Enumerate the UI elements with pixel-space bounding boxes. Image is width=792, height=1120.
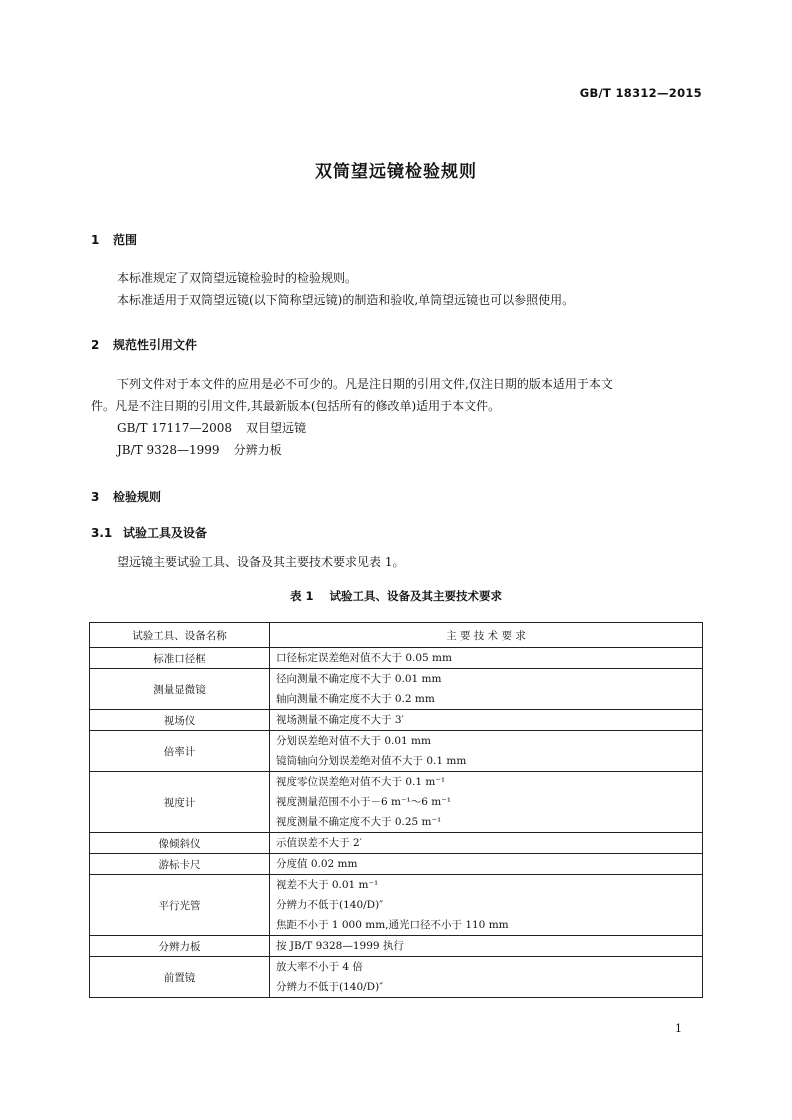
table-row (90, 936, 703, 957)
document-title: 双筒望远镜检验规则 (315, 162, 477, 182)
section-3-title: 检验规则 (113, 490, 162, 504)
table-row (90, 854, 703, 875)
table-body (90, 648, 703, 998)
table-row (90, 648, 703, 669)
section-3-1-number: 3.1 (91, 526, 113, 540)
table-row (90, 957, 703, 998)
requirement-line: 视场测量不确定度不大于 3′ (276, 714, 404, 726)
page-number: 1 (675, 1022, 682, 1035)
equipment-name: 标准口径框 (90, 648, 270, 669)
table-header-row (90, 623, 703, 648)
equipment-requirements (270, 731, 703, 772)
requirement-line: 口径标定误差绝对值不大于 0.05 mm (276, 652, 452, 664)
requirement-line: 分辨力不低于(140/D)″ (276, 981, 384, 993)
equipment-requirements (270, 772, 703, 833)
reference-2-name: 分辨力板 (233, 443, 282, 457)
table-row (90, 710, 703, 731)
table-header-requirements: 主 要 技 术 要 求 (270, 623, 703, 648)
requirement-line: 径向测量不确定度不大于 0.01 mm (276, 673, 442, 685)
section-3-1-title: 试验工具及设备 (123, 526, 208, 540)
requirement-line: 按 JB/T 9328—1999 执行 (276, 940, 404, 952)
section-3-1-heading (91, 524, 207, 541)
equipment-table (89, 622, 703, 998)
table-row (90, 669, 703, 710)
table-row (90, 772, 703, 833)
requirement-line: 轴向测量不确定度不大于 0.2 mm (276, 693, 435, 705)
table-row (90, 875, 703, 936)
section-3-1-paragraph: 望远镜主要试验工具、设备及其主要技术要求见表 1。 (117, 555, 405, 569)
requirement-line: 视度测量范围不小于－6 m⁻¹～6 m⁻¹ (276, 796, 451, 808)
equipment-requirements (270, 710, 703, 731)
section-1-number: 1 (91, 233, 100, 247)
standard-number: GB/T 18312—2015 (579, 86, 702, 100)
section-2-paragraph-line-2: 件。凡是不注日期的引用文件,其最新版本(包括所有的修改单)适用于本文件。 (91, 399, 501, 413)
equipment-name: 测量显微镜 (90, 669, 270, 710)
requirement-line: 分辨力不低于(140/D)″ (276, 899, 384, 911)
reference-1 (117, 418, 306, 439)
equipment-requirements (270, 833, 703, 854)
equipment-requirements (270, 648, 703, 669)
section-2-title: 规范性引用文件 (113, 338, 198, 352)
equipment-name: 前置镜 (90, 957, 270, 998)
requirement-line: 焦距不小于 1 000 mm,通光口径不小于 110 mm (276, 919, 509, 931)
section-1-title: 范围 (113, 233, 138, 247)
requirement-line: 分划误差绝对值不大于 0.01 mm (276, 735, 431, 747)
table-caption (0, 588, 792, 604)
requirement-line: 视差不大于 0.01 m⁻¹ (276, 879, 379, 891)
section-1-paragraph-2: 本标准适用于双筒望远镜(以下简称望远镜)的制造和验收,单筒望远镜也可以参照使用。 (117, 293, 575, 307)
equipment-requirements (270, 854, 703, 875)
section-3-heading (91, 488, 161, 505)
section-3-number: 3 (91, 490, 100, 504)
reference-1-name: 双目望远镜 (245, 421, 306, 435)
reference-1-code: GB/T 17117—2008 (117, 421, 232, 435)
requirement-line: 镜筒轴向分划误差绝对值不大于 0.1 mm (276, 755, 467, 767)
section-2-heading (91, 336, 197, 353)
equipment-requirements (270, 957, 703, 998)
equipment-name: 视场仪 (90, 710, 270, 731)
table-caption-text: 试验工具、设备及其主要技术要求 (329, 589, 502, 603)
table-row (90, 833, 703, 854)
equipment-name: 视度计 (90, 772, 270, 833)
requirement-line: 视度测量不确定度不大于 0.25 m⁻¹ (276, 816, 442, 828)
equipment-name: 像倾斜仪 (90, 833, 270, 854)
requirement-line: 放大率不小于 4 倍 (276, 961, 363, 973)
equipment-requirements (270, 669, 703, 710)
reference-2 (117, 440, 282, 461)
equipment-requirements (270, 936, 703, 957)
equipment-name: 倍率计 (90, 731, 270, 772)
equipment-name: 分辨力板 (90, 936, 270, 957)
reference-2-code: JB/T 9328—1999 (117, 443, 220, 457)
equipment-name: 平行光管 (90, 875, 270, 936)
requirement-line: 示值误差不大于 2′ (276, 837, 362, 849)
table-header-name: 试验工具、设备名称 (90, 623, 270, 648)
equipment-name: 游标卡尺 (90, 854, 270, 875)
requirement-line: 视度零位误差绝对值不大于 0.1 m⁻¹ (276, 776, 446, 788)
section-1-paragraph-1: 本标准规定了双筒望远镜检验时的检验规则。 (117, 271, 358, 285)
table-caption-number: 表 1 (289, 589, 314, 603)
equipment-requirements (270, 875, 703, 936)
requirement-line: 分度值 0.02 mm (276, 858, 358, 870)
section-2-paragraph-line-1: 下列文件对于本文件的应用是必不可少的。凡是注日期的引用文件,仅注日期的版本适用于本文 (117, 377, 613, 391)
table-row (90, 731, 703, 772)
section-2-number: 2 (91, 338, 100, 352)
section-1-heading (91, 231, 137, 248)
